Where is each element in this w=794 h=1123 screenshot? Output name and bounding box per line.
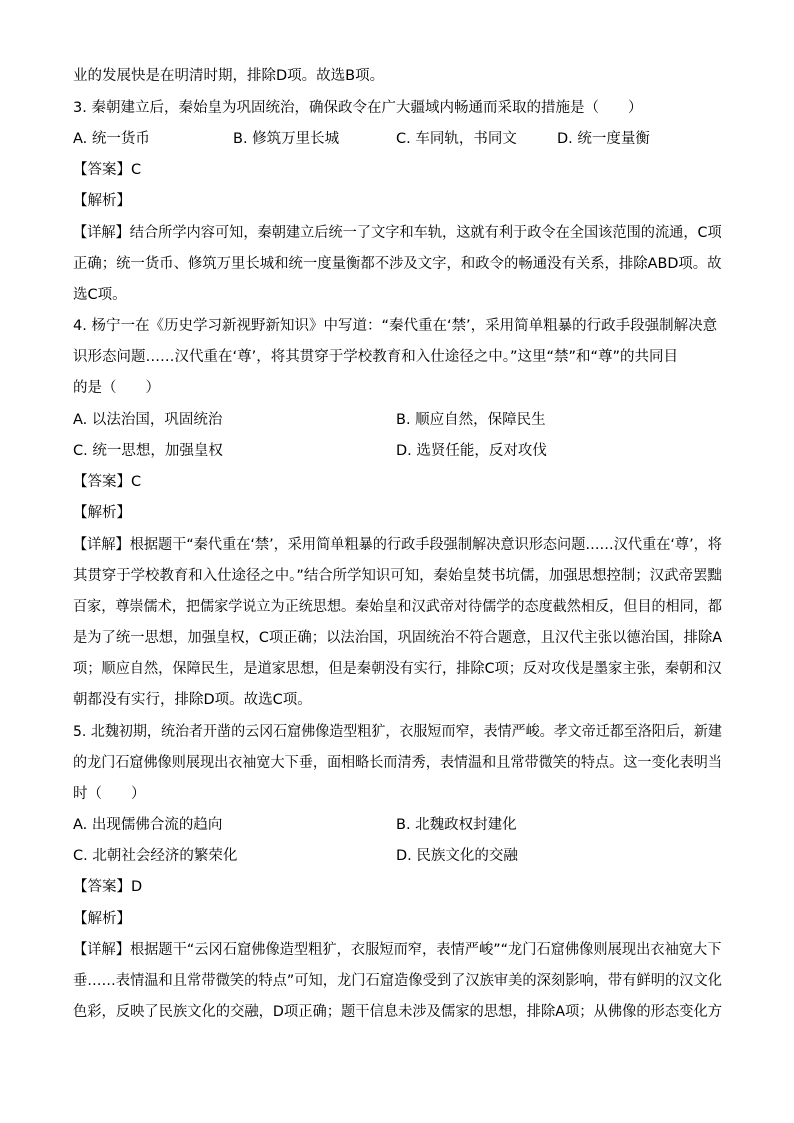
q4-stem-line: 识形态问题……汉代重在‘尊’，将其贯穿于学校教育和入仕途径之中。”这里“禁”和“尊”的共同目 — [73, 349, 679, 365]
q3-option-d: D. 统一度量衡 — [557, 131, 650, 147]
q5-stem-line: 的龙门石窟佛像则展现出衣袖宽大下垂，面相略长而清秀，表情温和且常带微笑的特点。这一变化表明当 — [73, 755, 722, 771]
q5-option-d: D. 民族文化的交融 — [396, 848, 518, 864]
q4-detail-line: 项；顺应自然，保障民生，是道家思想，但是秦朝没有实行，排除C项；反对攻伐是墨家主张，秦朝和汉 — [73, 661, 722, 677]
q5-stem-line: 时（ ） — [73, 786, 146, 802]
q3-stem: 3. 秦朝建立后，秦始皇为巩固统治，确保政令在广大疆域内畅通而采取的措施是（ ） — [73, 100, 643, 116]
q4-option-d: D. 选贤任能，反对攻伐 — [396, 443, 547, 459]
q5-option-b: B. 北魏政权封建化 — [396, 817, 517, 833]
q3-detail-line: 选C项。 — [73, 287, 127, 303]
q4-detail-line: 其贯穿于学校教育和入仕途径之中。”结合所学知识可知，秦始皇焚书坑儒，加强思想控制；汉武帝罢黜 — [73, 568, 722, 584]
q3-detail-line: 【详解】结合所学内容可知，秦朝建立后统一了文字和车轨，这就有利于政令在全国该范围的流通，C项 — [73, 225, 722, 241]
q3-detail-line: 正确；统一货币、修筑万里长城和统一度量衡都不涉及文字，和政令的畅通没有关系，排除ABD项。故 — [73, 256, 722, 272]
q3-analysis-heading: 【解析】 — [73, 193, 131, 209]
q4-detail-line: 朝都没有实行，排除D项。故选C项。 — [73, 692, 312, 708]
q4-stem-line: 4. 杨宁一在《历史学习新视野新知识》中写道：“秦代重在‘禁’，采用简单粗暴的行政手段强制解决意 — [73, 318, 718, 334]
q4-stem-line: 的是（ ） — [73, 380, 160, 396]
q4-detail-line: 是为了统一思想，加强皇权，C项正确；以法治国，巩固统治不符合题意，且汉代主张以德治国，排除A — [73, 630, 723, 646]
q3-option-a: A. 统一货币 — [73, 131, 150, 147]
q4-detail-line: 百家，尊崇儒术，把儒家学说立为正统思想。秦始皇和汉武帝对待儒学的态度截然相反，但目的相同，都 — [73, 599, 722, 615]
q5-stem-line: 5. 北魏初期，统治者开凿的云冈石窟佛像造型粗犷，衣服短而窄，表情严峻。孝文帝迁都至洛阳后，新建 — [73, 724, 722, 740]
q3-option-b: B. 修筑万里长城 — [233, 131, 340, 147]
q4-option-a: A. 以法治国，巩固统治 — [73, 412, 223, 428]
q2-analysis-tail: 业的发展快是在明清时期，排除D项。故选B项。 — [73, 68, 385, 84]
q5-detail-line: 垂……表情温和且常带微笑的特点”可知，龙门石窟造像受到了汉族审美的深刻影响，带有鲜明的汉文化 — [73, 973, 722, 989]
q5-detail-line: 【详解】根据题干“云冈石窟佛像造型粗犷，衣服短而窄，表情严峻”“龙门石窟佛像则展现出衣袖宽大下 — [73, 942, 722, 958]
q5-analysis-heading: 【解析】 — [73, 911, 131, 927]
q5-option-a: A. 出现儒佛合流的趋向 — [73, 817, 223, 833]
q5-detail-line: 色彩，反映了民族文化的交融，D项正确；题干信息未涉及儒家的思想，排除A项；从佛像的形态变化方 — [73, 1004, 723, 1020]
q4-answer: 【答案】C — [73, 474, 142, 490]
q4-option-c: C. 统一思想，加强皇权 — [73, 443, 223, 459]
q4-analysis-heading: 【解析】 — [73, 505, 131, 521]
q4-detail-line: 【详解】根据题干“秦代重在‘禁’，采用简单粗暴的行政手段强制解决意识形态问题……汉代重在‘尊’，将 — [73, 537, 722, 553]
q5-option-c: C. 北朝社会经济的繁荣化 — [73, 848, 238, 864]
q4-option-b: B. 顺应自然，保障民生 — [396, 412, 546, 428]
q3-option-c: C. 车同轨，书同文 — [396, 131, 517, 147]
q5-answer: 【答案】D — [73, 879, 143, 895]
q3-answer: 【答案】C — [73, 162, 142, 178]
